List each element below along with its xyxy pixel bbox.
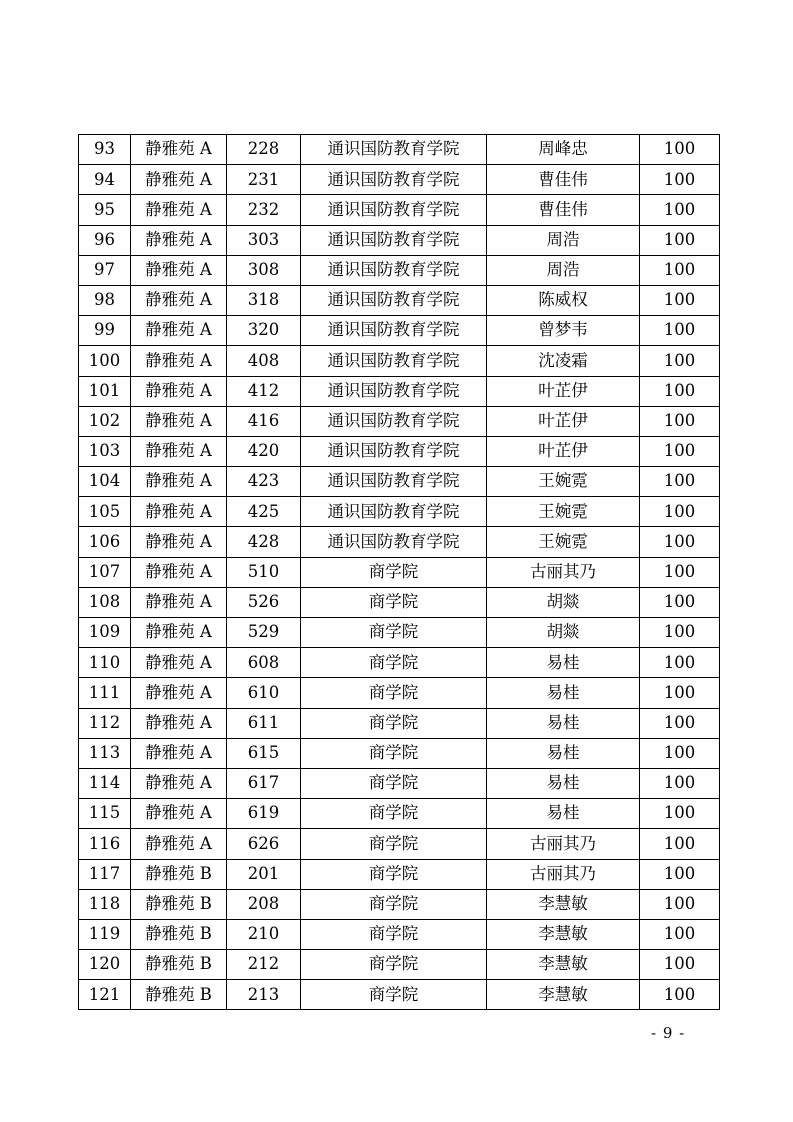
name-cell: 胡燚 [487,587,640,617]
table-row [79,829,720,859]
name-cell: 易桂 [487,768,640,798]
score-cell: 100 [640,467,720,497]
college-cell: 通识国防教育学院 [301,316,487,346]
score-cell: 100 [640,859,720,889]
score-cell: 100 [640,346,720,376]
room-number-cell: 213 [227,980,301,1010]
serial-number-cell: 103 [79,436,131,466]
building-cell: 静雅苑 A [131,648,227,678]
table-row [79,648,720,678]
serial-number-cell: 95 [79,195,131,225]
room-number-cell: 228 [227,135,301,165]
building-cell: 静雅苑 B [131,950,227,980]
score-cell: 100 [640,829,720,859]
name-cell: 曾梦韦 [487,316,640,346]
table-row [79,980,720,1010]
serial-number-cell: 110 [79,648,131,678]
building-cell: 静雅苑 A [131,738,227,768]
score-cell: 100 [640,678,720,708]
score-cell: 100 [640,285,720,315]
name-cell: 古丽其乃 [487,829,640,859]
name-cell: 李慧敏 [487,950,640,980]
name-cell: 周浩 [487,225,640,255]
college-cell: 商学院 [301,950,487,980]
building-cell: 静雅苑 A [131,346,227,376]
table-row [79,255,720,285]
serial-number-cell: 112 [79,708,131,738]
serial-number-cell: 117 [79,859,131,889]
score-cell: 100 [640,648,720,678]
name-cell: 李慧敏 [487,919,640,949]
room-number-cell: 420 [227,436,301,466]
name-cell: 叶芷伊 [487,406,640,436]
table-row [79,768,720,798]
serial-number-cell: 104 [79,467,131,497]
name-cell: 周浩 [487,255,640,285]
building-cell: 静雅苑 A [131,436,227,466]
serial-number-cell: 101 [79,376,131,406]
room-number-cell: 428 [227,527,301,557]
building-cell: 静雅苑 A [131,255,227,285]
college-cell: 通识国防教育学院 [301,225,487,255]
serial-number-cell: 116 [79,829,131,859]
serial-number-cell: 119 [79,919,131,949]
serial-number-cell: 121 [79,980,131,1010]
serial-number-cell: 114 [79,768,131,798]
college-cell: 通识国防教育学院 [301,527,487,557]
name-cell: 王婉霓 [487,467,640,497]
table-row [79,135,720,165]
name-cell: 易桂 [487,738,640,768]
college-cell: 通识国防教育学院 [301,346,487,376]
college-cell: 通识国防教育学院 [301,497,487,527]
table-row [79,527,720,557]
college-cell: 通识国防教育学院 [301,285,487,315]
table-row [79,587,720,617]
room-number-cell: 615 [227,738,301,768]
serial-number-cell: 118 [79,889,131,919]
college-cell: 通识国防教育学院 [301,467,487,497]
table-row [79,467,720,497]
table-row [79,195,720,225]
score-cell: 100 [640,738,720,768]
college-cell: 通识国防教育学院 [301,436,487,466]
college-cell: 商学院 [301,708,487,738]
name-cell: 陈威权 [487,285,640,315]
table-row [79,497,720,527]
table-row [79,557,720,587]
building-cell: 静雅苑 A [131,135,227,165]
building-cell: 静雅苑 A [131,376,227,406]
name-cell: 沈凌霜 [487,346,640,376]
room-number-cell: 231 [227,165,301,195]
room-number-cell: 308 [227,255,301,285]
table-row [79,678,720,708]
room-number-cell: 412 [227,376,301,406]
table-row [79,406,720,436]
room-number-cell: 425 [227,497,301,527]
room-number-cell: 201 [227,859,301,889]
serial-number-cell: 113 [79,738,131,768]
score-cell: 100 [640,436,720,466]
college-cell: 商学院 [301,557,487,587]
serial-number-cell: 99 [79,316,131,346]
building-cell: 静雅苑 A [131,497,227,527]
table-row [79,889,720,919]
building-cell: 静雅苑 A [131,195,227,225]
serial-number-cell: 97 [79,255,131,285]
room-number-cell: 610 [227,678,301,708]
score-cell: 100 [640,316,720,346]
room-number-cell: 626 [227,829,301,859]
building-cell: 静雅苑 A [131,557,227,587]
name-cell: 易桂 [487,648,640,678]
college-cell: 商学院 [301,768,487,798]
serial-number-cell: 120 [79,950,131,980]
table-row [79,859,720,889]
name-cell: 叶芷伊 [487,376,640,406]
room-number-cell: 210 [227,919,301,949]
name-cell: 易桂 [487,678,640,708]
name-cell: 王婉霓 [487,497,640,527]
table-row [79,799,720,829]
serial-number-cell: 115 [79,799,131,829]
college-cell: 通识国防教育学院 [301,165,487,195]
score-cell: 100 [640,135,720,165]
table-row [79,285,720,315]
name-cell: 曹佳伟 [487,195,640,225]
dormitory-score-table [78,134,720,1010]
page-number: - 9 - [651,1024,686,1042]
score-cell: 100 [640,587,720,617]
college-cell: 商学院 [301,889,487,919]
college-cell: 商学院 [301,980,487,1010]
score-cell: 100 [640,708,720,738]
score-cell: 100 [640,165,720,195]
college-cell: 商学院 [301,859,487,889]
table-body [79,135,720,1010]
college-cell: 商学院 [301,587,487,617]
building-cell: 静雅苑 B [131,859,227,889]
college-cell: 通识国防教育学院 [301,406,487,436]
building-cell: 静雅苑 A [131,587,227,617]
score-cell: 100 [640,255,720,285]
serial-number-cell: 107 [79,557,131,587]
serial-number-cell: 108 [79,587,131,617]
score-cell: 100 [640,406,720,436]
room-number-cell: 611 [227,708,301,738]
college-cell: 商学院 [301,919,487,949]
score-cell: 100 [640,889,720,919]
college-cell: 商学院 [301,799,487,829]
serial-number-cell: 93 [79,135,131,165]
serial-number-cell: 111 [79,678,131,708]
name-cell: 李慧敏 [487,889,640,919]
serial-number-cell: 100 [79,346,131,376]
building-cell: 静雅苑 A [131,316,227,346]
name-cell: 胡燚 [487,618,640,648]
name-cell: 王婉霓 [487,527,640,557]
score-cell: 100 [640,950,720,980]
score-cell: 100 [640,497,720,527]
table-row [79,346,720,376]
name-cell: 叶芷伊 [487,436,640,466]
score-cell: 100 [640,195,720,225]
building-cell: 静雅苑 A [131,768,227,798]
room-number-cell: 619 [227,799,301,829]
room-number-cell: 510 [227,557,301,587]
building-cell: 静雅苑 A [131,708,227,738]
table-row [79,950,720,980]
score-cell: 100 [640,557,720,587]
score-cell: 100 [640,768,720,798]
building-cell: 静雅苑 B [131,889,227,919]
room-number-cell: 318 [227,285,301,315]
room-number-cell: 212 [227,950,301,980]
room-number-cell: 320 [227,316,301,346]
room-number-cell: 423 [227,467,301,497]
building-cell: 静雅苑 A [131,527,227,557]
room-number-cell: 526 [227,587,301,617]
score-cell: 100 [640,225,720,255]
table-row [79,708,720,738]
serial-number-cell: 102 [79,406,131,436]
room-number-cell: 608 [227,648,301,678]
table-row [79,376,720,406]
table-row [79,165,720,195]
serial-number-cell: 105 [79,497,131,527]
building-cell: 静雅苑 A [131,799,227,829]
serial-number-cell: 94 [79,165,131,195]
name-cell: 古丽其乃 [487,557,640,587]
college-cell: 通识国防教育学院 [301,135,487,165]
name-cell: 古丽其乃 [487,859,640,889]
room-number-cell: 232 [227,195,301,225]
building-cell: 静雅苑 A [131,225,227,255]
building-cell: 静雅苑 A [131,165,227,195]
score-cell: 100 [640,799,720,829]
score-cell: 100 [640,376,720,406]
college-cell: 通识国防教育学院 [301,255,487,285]
college-cell: 商学院 [301,618,487,648]
room-number-cell: 208 [227,889,301,919]
score-cell: 100 [640,618,720,648]
name-cell: 李慧敏 [487,980,640,1010]
table-row [79,316,720,346]
score-cell: 100 [640,980,720,1010]
building-cell: 静雅苑 A [131,829,227,859]
serial-number-cell: 106 [79,527,131,557]
building-cell: 静雅苑 B [131,919,227,949]
room-number-cell: 617 [227,768,301,798]
room-number-cell: 303 [227,225,301,255]
name-cell: 周峰忠 [487,135,640,165]
room-number-cell: 408 [227,346,301,376]
building-cell: 静雅苑 B [131,980,227,1010]
college-cell: 商学院 [301,738,487,768]
college-cell: 商学院 [301,829,487,859]
serial-number-cell: 98 [79,285,131,315]
serial-number-cell: 96 [79,225,131,255]
room-number-cell: 529 [227,618,301,648]
college-cell: 商学院 [301,648,487,678]
score-cell: 100 [640,527,720,557]
college-cell: 通识国防教育学院 [301,376,487,406]
table-row [79,919,720,949]
building-cell: 静雅苑 A [131,285,227,315]
table-row [79,436,720,466]
table-row [79,618,720,648]
building-cell: 静雅苑 A [131,406,227,436]
serial-number-cell: 109 [79,618,131,648]
building-cell: 静雅苑 A [131,467,227,497]
score-cell: 100 [640,919,720,949]
building-cell: 静雅苑 A [131,618,227,648]
name-cell: 易桂 [487,708,640,738]
building-cell: 静雅苑 A [131,678,227,708]
room-number-cell: 416 [227,406,301,436]
name-cell: 易桂 [487,799,640,829]
table-row [79,225,720,255]
college-cell: 商学院 [301,678,487,708]
name-cell: 曹佳伟 [487,165,640,195]
table-row [79,738,720,768]
college-cell: 通识国防教育学院 [301,195,487,225]
